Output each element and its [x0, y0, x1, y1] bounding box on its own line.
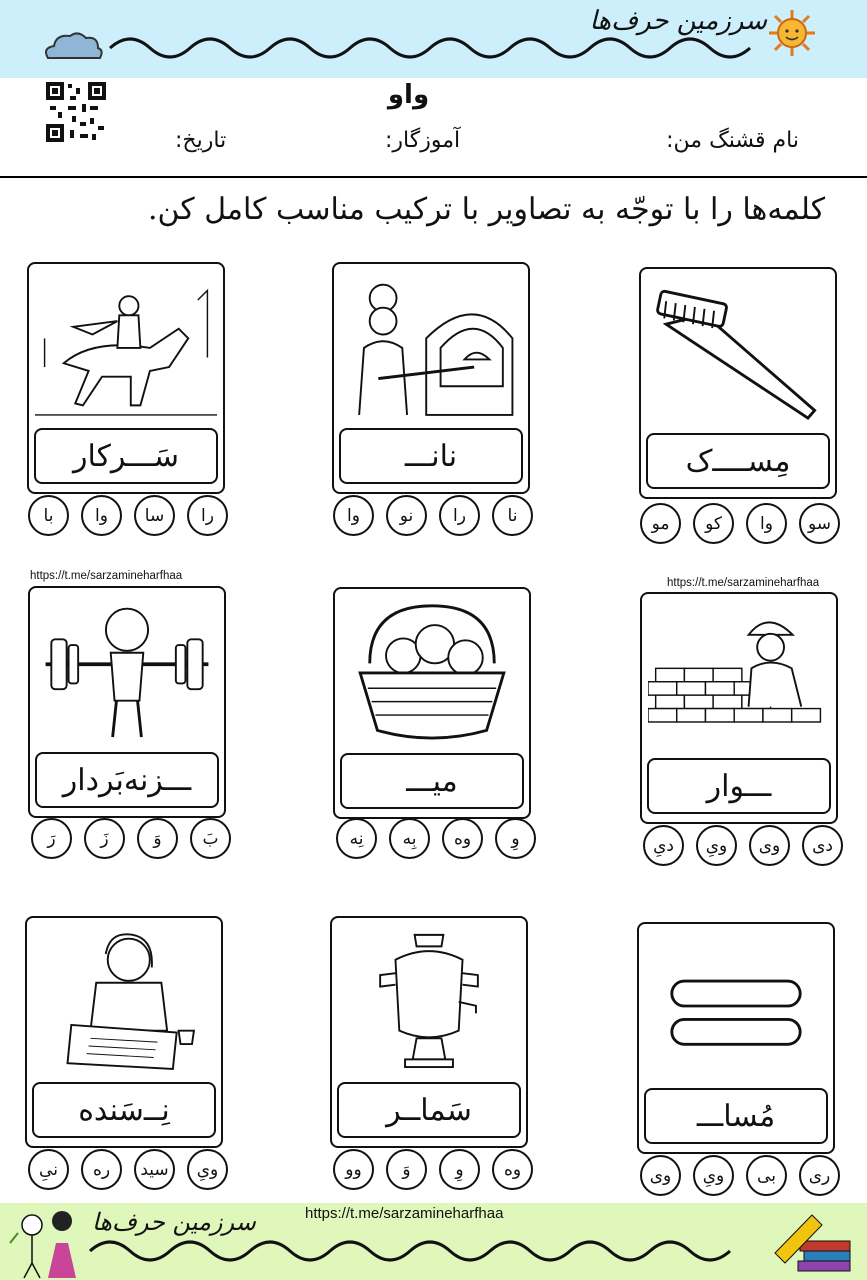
channel-link-left[interactable]: https://t.me/sarzamineharfhaa [30, 570, 183, 582]
option-bubble[interactable]: نِه [336, 818, 377, 859]
kids-icon [10, 1211, 76, 1278]
sun-icon [769, 10, 815, 60]
options-row [640, 1155, 840, 1195]
card-writer [25, 916, 223, 1148]
option-bubble[interactable]: با [28, 495, 69, 536]
answer-box[interactable]: ـ‌ـ‌ـوار [647, 758, 831, 814]
option-bubble[interactable]: وا [746, 503, 787, 544]
options-row [336, 818, 536, 858]
weightlifter-icon [36, 592, 218, 748]
options-row [28, 495, 228, 535]
channel-link-bottom[interactable]: https://t.me/sarzamineharfhaa [305, 1205, 504, 1222]
card-bricklayer [640, 592, 838, 824]
answer-box[interactable]: سَـ‌ـ‌ـرکار [34, 428, 218, 484]
option-bubble[interactable]: سو [799, 503, 840, 544]
option-bubble[interactable]: ویِ [693, 1155, 734, 1196]
baker-icon [340, 268, 522, 424]
option-bubble[interactable]: زَ [84, 818, 125, 859]
option-bubble[interactable]: وه [492, 1149, 533, 1190]
answer-box[interactable]: مِسـ‌ـ‌ـ‌ـ‌ک [646, 433, 830, 489]
instruction-text: کلمه‌ها را با توجّه به تصاویر با ترکیب مناسب کامل کن. [148, 192, 825, 227]
option-bubble[interactable]: ویِ [187, 1149, 228, 1190]
divider [0, 176, 867, 178]
option-bubble[interactable]: را [439, 495, 480, 536]
fruit-basket-icon [341, 593, 523, 749]
answer-box[interactable]: مُساـ‌ـ‌ـ [644, 1088, 828, 1144]
card-fruit-basket [333, 587, 531, 819]
option-bubble[interactable]: بی [746, 1155, 787, 1196]
brand-title-bottom: سرزمین حرف‌ها [92, 1208, 256, 1236]
brand-title-top: سرزمین حرف‌ها [589, 6, 767, 36]
option-bubble[interactable]: وَ [137, 818, 178, 859]
writer-icon [33, 922, 215, 1078]
card-baker [332, 262, 530, 494]
samovar-icon [338, 922, 520, 1078]
answer-box[interactable]: ـ‌ـ‌ـزنه‌بَردار [35, 752, 219, 808]
date-label: تاریخ: [175, 128, 227, 153]
option-bubble[interactable]: ری [799, 1155, 840, 1196]
options-row [31, 818, 231, 858]
channel-link-right[interactable]: https://t.me/sarzamineharfhaa [667, 577, 820, 589]
option-bubble[interactable]: سا [134, 495, 175, 536]
horse-rider-icon [35, 268, 217, 424]
name-label: نام قشنگ من: [666, 128, 799, 153]
option-bubble[interactable]: وِ [439, 1149, 480, 1190]
answer-box[interactable]: میـ‌ـ‌ـ [340, 753, 524, 809]
answer-box[interactable]: سَماـ‌ـر [337, 1082, 521, 1138]
option-bubble[interactable]: وی [749, 825, 790, 866]
options-row [640, 503, 840, 543]
option-bubble[interactable]: ره [81, 1149, 122, 1190]
option-bubble[interactable]: کو [693, 503, 734, 544]
option-bubble[interactable]: وو [333, 1149, 374, 1190]
options-row [333, 1149, 533, 1189]
option-bubble[interactable]: سید [134, 1149, 175, 1190]
card-samovar [330, 916, 528, 1148]
option-bubble[interactable]: وا [333, 495, 374, 536]
option-bubble[interactable]: نو [386, 495, 427, 536]
option-bubble[interactable]: مو [640, 503, 681, 544]
option-bubble[interactable]: را [187, 495, 228, 536]
option-bubble[interactable]: وا [81, 495, 122, 536]
bricklayer-icon [648, 598, 830, 754]
option-bubble[interactable]: دیِ [643, 825, 684, 866]
option-bubble[interactable]: بَ [190, 818, 231, 859]
options-row [28, 1149, 228, 1189]
card-weightlifter [28, 586, 226, 818]
option-bubble[interactable]: نیِ [28, 1149, 69, 1190]
option-bubble[interactable]: وَ [386, 1149, 427, 1190]
page-title: واو [387, 80, 430, 110]
card-toothbrush [639, 267, 837, 499]
options-row [643, 825, 843, 865]
option-bubble[interactable]: ویِ [696, 825, 737, 866]
cloud-icon [42, 32, 104, 66]
books-pencil-icon [775, 1215, 850, 1271]
answer-box[interactable]: نِـ‌ـ‌سَنده [32, 1082, 216, 1138]
teacher-label: آموزگار: [385, 128, 461, 153]
card-bars [637, 922, 835, 1154]
option-bubble[interactable]: بِه [389, 818, 430, 859]
options-row [333, 495, 533, 535]
card-horse-rider [27, 262, 225, 494]
option-bubble[interactable]: وِ [495, 818, 536, 859]
toothbrush-icon [647, 273, 829, 429]
option-bubble[interactable]: نا [492, 495, 533, 536]
option-bubble[interactable]: دی [802, 825, 843, 866]
answer-box[interactable]: نانـ‌ـ‌ـ [339, 428, 523, 484]
option-bubble[interactable]: رَ [31, 818, 72, 859]
option-bubble[interactable]: وی [640, 1155, 681, 1196]
option-bubble[interactable]: وه [442, 818, 483, 859]
bars-icon [645, 928, 827, 1084]
